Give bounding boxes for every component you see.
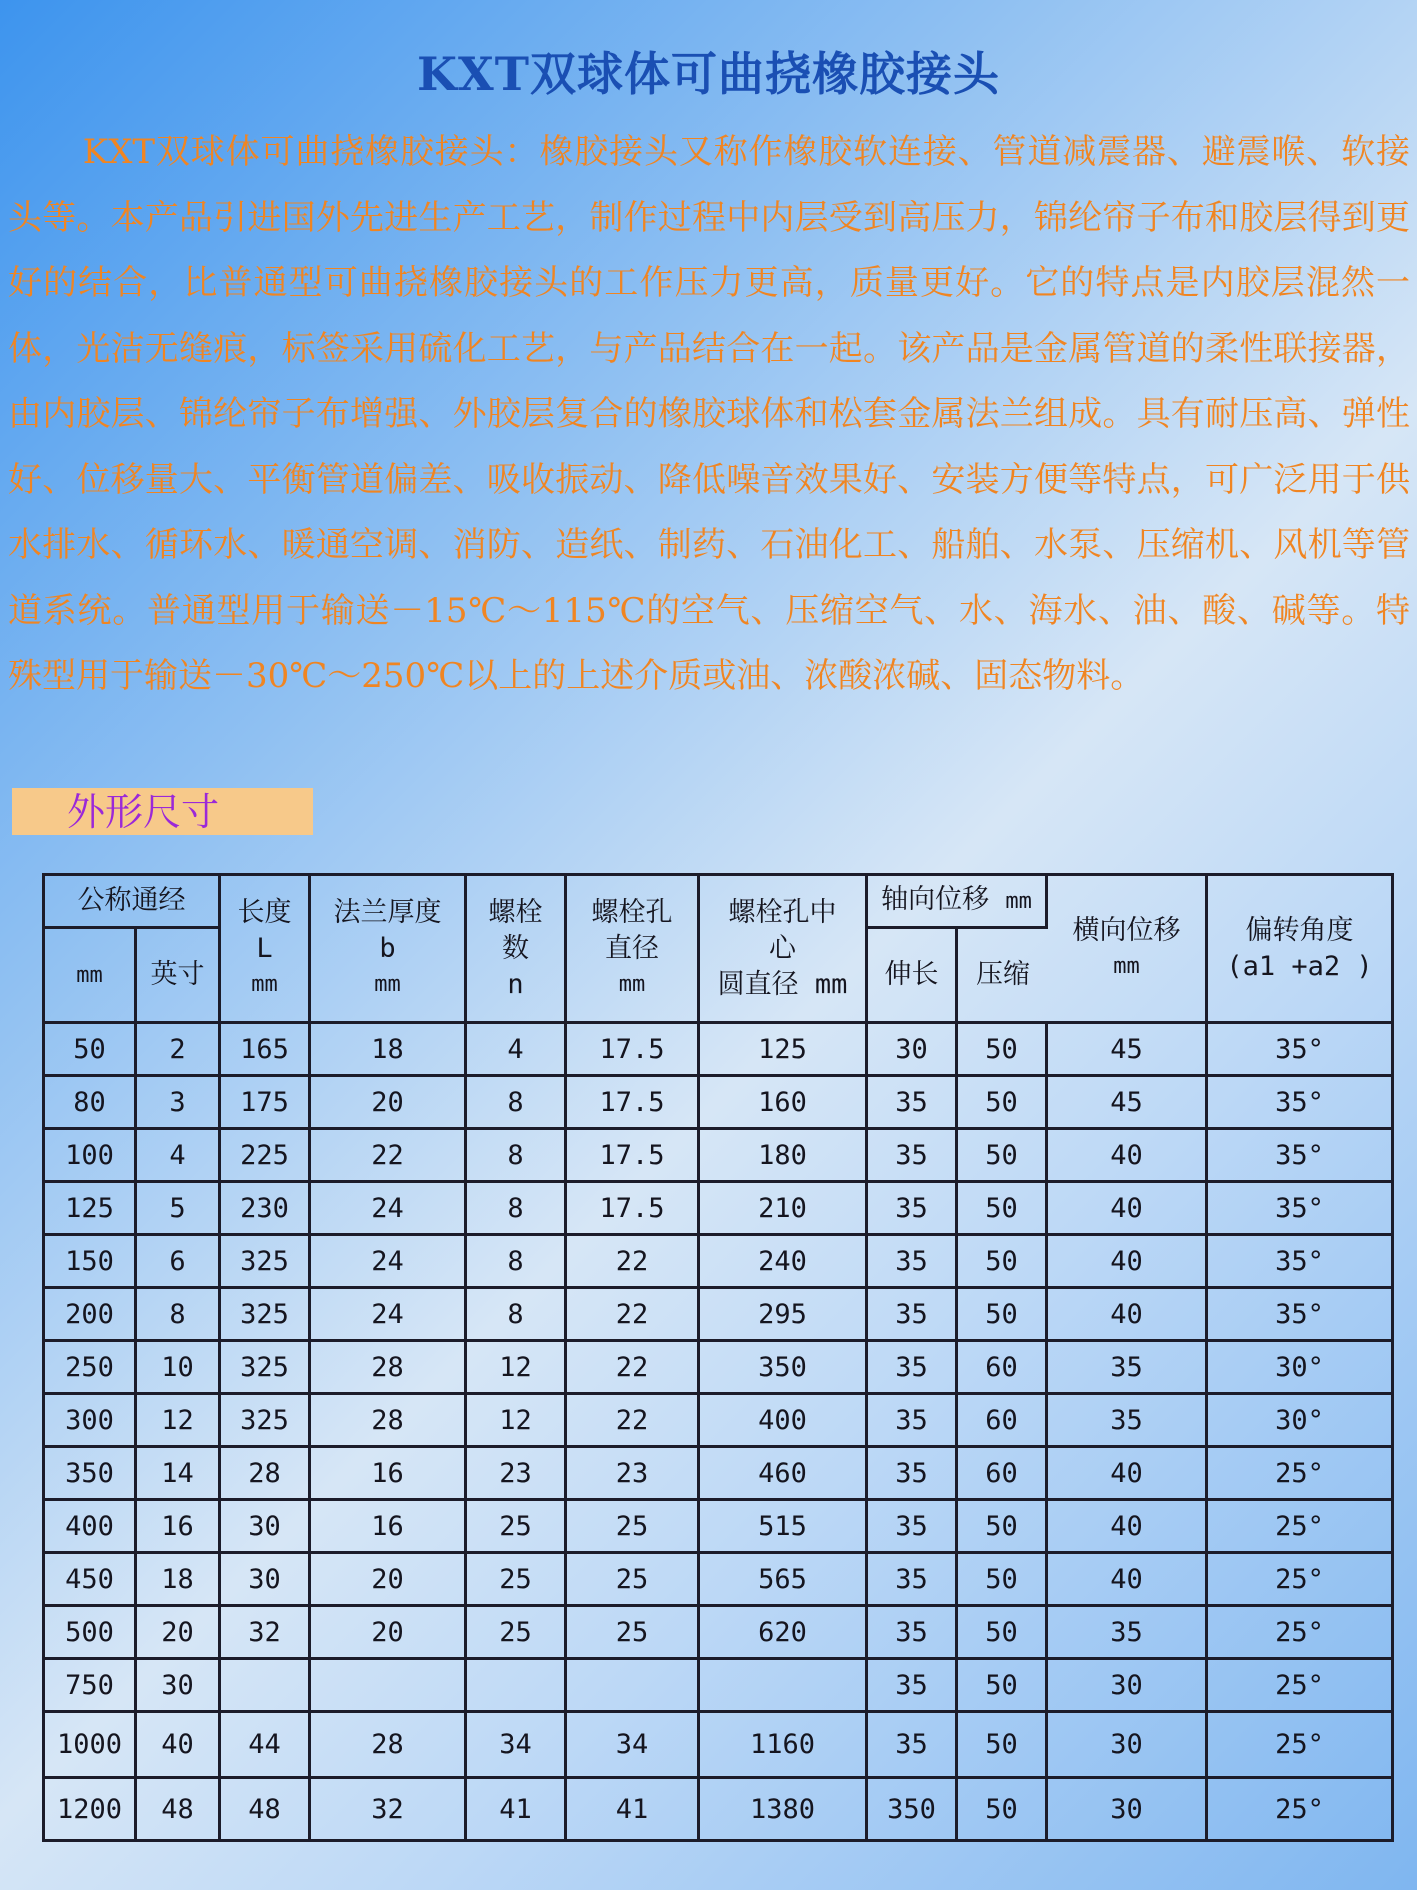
cell-compress: 60	[958, 1395, 1048, 1448]
cell-deflect: 25°	[1275, 1793, 1324, 1825]
cell-length: 325	[221, 1289, 311, 1342]
cell-bolt-count: 25	[467, 1554, 567, 1607]
cell-lateral: 40	[1048, 1289, 1208, 1342]
intro-paragraph: KXT双球体可曲挠橡胶接头：橡胶接头又称作橡胶软连接、管道减震器、避震喉、软接头等。本产品引进国外先进生产工艺，制作过程中内层受到高压力，锦纶帘子布和胶层得到更好的结合，比普通型可曲挠橡胶接头的工作压力更高，质量更好。它的特点是内胶层混然一体，光洁无缝痕，标签采用硫化工艺，与产品结合在一起。该产品是金属管道的柔性联接器，由内胶层、锦纶帘子布增强、外胶层复合的橡胶球体和松套金属法兰组成。具有耐压高、弹性好、位移量大、平衡管道偏差、吸收振动、降低噪音效果好、安装方便等特点，可广泛用于供水排水、循环水、暖通空调、消防、造纸、制药、石油化工、船舶、水泵、压缩机、风机等管道系统。普通型用于输送－15℃～115℃的空气、压缩空气、水、海水、油、酸、碱等。特殊型用于输送－30℃～250℃以上的上述介质或油、浓酸浓碱、固态物料。	[8, 132, 1410, 696]
cell-bolt-center: 350	[700, 1342, 868, 1395]
cell-nominal-inch: 5	[137, 1183, 221, 1236]
header-flange: 法兰厚度 b mm	[311, 876, 467, 1024]
cell-nominal-mm: 1200	[45, 1779, 137, 1839]
cell-bolt-center: 160	[700, 1077, 868, 1130]
cell-bolt-center: 565	[700, 1554, 868, 1607]
page-title: KXT双球体可曲挠橡胶接头	[417, 47, 1000, 101]
header-nominal-inch: 英寸	[137, 929, 221, 1024]
cell-bolt-center: 180	[700, 1130, 868, 1183]
header-bolt-hole: 螺栓孔 直径 mm	[567, 876, 700, 1024]
cell-length: 28	[221, 1448, 311, 1501]
cell-bolt-center: 400	[700, 1395, 868, 1448]
cell-nominal-inch: 12	[137, 1395, 221, 1448]
cell-nominal-inch: 10	[137, 1342, 221, 1395]
cell-flange: 32	[311, 1779, 467, 1839]
cell-bolt-center: 620	[700, 1607, 868, 1660]
table-row	[45, 1342, 1391, 1395]
cell-extend: 35	[868, 1236, 958, 1289]
cell-extend: 35	[868, 1448, 958, 1501]
cell-bolt-hole: 17.5	[567, 1183, 700, 1236]
cell-length: 325	[221, 1395, 311, 1448]
cell-compress: 50	[958, 1130, 1048, 1183]
cell-nominal-mm: 300	[45, 1395, 137, 1448]
cell-flange: 24	[311, 1289, 467, 1342]
cell-lateral: 45	[1048, 1024, 1208, 1077]
cell-deflect: 25°	[1208, 1607, 1391, 1660]
cell-lateral: 30	[1048, 1779, 1208, 1839]
cell-extend: 35	[868, 1077, 958, 1130]
cell-bolt-count	[467, 1660, 567, 1713]
cell-nominal-inch: 8	[137, 1289, 221, 1342]
cell-flange: 28	[311, 1342, 467, 1395]
cell-bolt-hole: 34	[567, 1713, 700, 1779]
cell-nominal-mm: 250	[45, 1342, 137, 1395]
cell-extend: 30	[868, 1024, 958, 1077]
cell-bolt-center: 295	[700, 1289, 868, 1342]
cell-deflect: 25°	[1208, 1554, 1391, 1607]
cell-deflect: 35°	[1208, 1130, 1391, 1183]
cell-flange: 28	[311, 1713, 467, 1779]
cell-bolt-hole	[567, 1660, 700, 1713]
cell-extend: 35	[868, 1130, 958, 1183]
cell-extend: 35	[868, 1501, 958, 1554]
cell-nominal-inch: 48	[137, 1779, 221, 1839]
cell-flange: 18	[311, 1024, 467, 1077]
cell-lateral: 35	[1048, 1342, 1208, 1395]
cell-bolt-count: 8	[467, 1236, 567, 1289]
cell-flange: 16	[311, 1501, 467, 1554]
cell-bolt-center	[700, 1660, 868, 1713]
cell-extend: 35	[868, 1342, 958, 1395]
cell-lateral: 35	[1048, 1607, 1208, 1660]
cell-length: 230	[221, 1183, 311, 1236]
cell-length: 225	[221, 1130, 311, 1183]
header-axial: 轴向位移 mm	[868, 876, 1048, 929]
cell-length	[221, 1660, 311, 1713]
cell-flange: 20	[311, 1607, 467, 1660]
cell-bolt-center: 515	[700, 1501, 868, 1554]
table-row	[45, 1501, 1391, 1554]
cell-compress: 50	[958, 1660, 1048, 1713]
cell-length: 30	[221, 1554, 311, 1607]
cell-bolt-hole: 22	[567, 1395, 700, 1448]
cell-flange: 16	[311, 1448, 467, 1501]
cell-compress: 50	[958, 1024, 1048, 1077]
cell-bolt-center: 1380	[700, 1779, 868, 1839]
cell-compress: 50	[958, 1236, 1048, 1289]
cell-bolt-center: 210	[700, 1183, 868, 1236]
cell-nominal-inch: 2	[137, 1024, 221, 1077]
cell-length: 325	[221, 1342, 311, 1395]
cell-bolt-center: 240	[700, 1236, 868, 1289]
cell-deflect: 25°	[1208, 1448, 1391, 1501]
cell-extend: 35	[868, 1289, 958, 1342]
cell-compress: 50	[958, 1501, 1048, 1554]
cell-deflect: 25°	[1208, 1660, 1391, 1713]
table-row	[45, 1779, 1391, 1839]
header-bolt-center: 螺栓孔中 心 圆直径 mm	[700, 876, 868, 1024]
cell-nominal-inch: 16	[137, 1501, 221, 1554]
cell-length: 165	[221, 1024, 311, 1077]
cell-flange: 28	[311, 1395, 467, 1448]
header-nominal-mm: mm	[45, 929, 137, 1024]
cell-bolt-hole: 41	[567, 1779, 700, 1839]
table-row	[45, 1289, 1391, 1342]
cell-bolt-count: 12	[467, 1342, 567, 1395]
cell-lateral: 45	[1048, 1077, 1208, 1130]
table-row	[45, 1077, 1391, 1130]
cell-deflect: 25°	[1208, 1501, 1391, 1554]
cell-lateral: 35	[1048, 1395, 1208, 1448]
cell-nominal-mm: 50	[45, 1024, 137, 1077]
cell-lateral: 40	[1048, 1501, 1208, 1554]
cell-bolt-hole: 22	[567, 1236, 700, 1289]
table-row	[45, 1660, 1391, 1713]
cell-nominal-mm: 500	[45, 1607, 137, 1660]
cell-extend: 35	[868, 1183, 958, 1236]
cell-compress: 50	[958, 1779, 1048, 1839]
cell-compress: 60	[958, 1448, 1048, 1501]
cell-bolt-center: 125	[700, 1024, 868, 1077]
cell-nominal-inch: 40	[137, 1713, 221, 1779]
section-heading-label: 外形尺寸	[67, 790, 220, 834]
cell-compress: 50	[958, 1713, 1048, 1779]
cell-compress: 50	[958, 1183, 1048, 1236]
cell-bolt-count: 23	[467, 1448, 567, 1501]
table-row	[45, 1713, 1391, 1779]
cell-lateral: 40	[1048, 1554, 1208, 1607]
header-bolt-count: 螺栓 数 n	[467, 876, 567, 1024]
cell-compress: 60	[958, 1342, 1048, 1395]
cell-deflect: 30°	[1208, 1395, 1391, 1448]
cell-flange: 22	[311, 1130, 467, 1183]
cell-bolt-hole: 17.5	[567, 1130, 700, 1183]
cell-extend: 35	[868, 1713, 958, 1779]
cell-bolt-count: 8	[467, 1289, 567, 1342]
cell-nominal-inch: 18	[137, 1554, 221, 1607]
cell-bolt-center: 460	[700, 1448, 868, 1501]
cell-deflect: 35°	[1208, 1024, 1391, 1077]
cell-nominal-mm: 100	[45, 1130, 137, 1183]
header-deflect: 偏转角度 (a1 +a2 )	[1208, 876, 1391, 1024]
cell-lateral: 30	[1048, 1713, 1208, 1779]
cell-bolt-hole: 25	[567, 1501, 700, 1554]
cell-nominal-mm: 350	[45, 1448, 137, 1501]
header-length: 长度 L mm	[221, 876, 311, 1024]
cell-bolt-count: 12	[467, 1395, 567, 1448]
cell-deflect: 35°	[1208, 1183, 1391, 1236]
cell-nominal-mm: 80	[45, 1077, 137, 1130]
cell-bolt-count: 41	[467, 1779, 567, 1839]
cell-bolt-count: 8	[467, 1183, 567, 1236]
header-nominal: 公称通经	[45, 876, 221, 929]
cell-deflect: 35°	[1208, 1289, 1391, 1342]
cell-nominal-mm: 450	[45, 1554, 137, 1607]
cell-flange	[311, 1660, 467, 1713]
cell-nominal-mm: 200	[45, 1289, 137, 1342]
cell-bolt-hole: 23	[567, 1448, 700, 1501]
table-row	[45, 1607, 1391, 1660]
table-row	[45, 1236, 1391, 1289]
cell-lateral: 40	[1048, 1236, 1208, 1289]
cell-bolt-hole: 17.5	[567, 1024, 700, 1077]
cell-bolt-count: 25	[467, 1501, 567, 1554]
cell-length: 325	[221, 1236, 311, 1289]
cell-bolt-count: 8	[467, 1077, 567, 1130]
cell-nominal-mm: 750	[45, 1660, 137, 1713]
cell-nominal-inch: 14	[137, 1448, 221, 1501]
cell-bolt-hole: 25	[567, 1554, 700, 1607]
cell-flange: 20	[311, 1077, 467, 1130]
cell-length: 30	[221, 1501, 311, 1554]
table-row	[45, 1448, 1391, 1501]
section-heading	[12, 788, 313, 835]
cell-flange: 20	[311, 1554, 467, 1607]
cell-bolt-count: 34	[467, 1713, 567, 1779]
table-row	[45, 1554, 1391, 1607]
cell-nominal-mm: 150	[45, 1236, 137, 1289]
cell-length: 48	[221, 1779, 311, 1839]
cell-nominal-inch: 4	[137, 1130, 221, 1183]
cell-compress: 50	[958, 1289, 1048, 1342]
table-row	[45, 1024, 1391, 1077]
cell-nominal-inch: 20	[137, 1607, 221, 1660]
cell-deflect: 25°	[1208, 1713, 1391, 1779]
cell-bolt-hole: 17.5	[567, 1077, 700, 1130]
cell-bolt-center: 1160	[700, 1713, 868, 1779]
cell-deflect: 35°	[1208, 1236, 1391, 1289]
cell-lateral: 40	[1048, 1448, 1208, 1501]
cell-lateral: 30	[1048, 1660, 1208, 1713]
cell-flange: 24	[311, 1183, 467, 1236]
cell-bolt-count: 25	[467, 1607, 567, 1660]
cell-bolt-count: 4	[467, 1024, 567, 1077]
cell-extend: 350	[868, 1779, 958, 1839]
cell-length: 175	[221, 1077, 311, 1130]
table-row	[45, 1130, 1391, 1183]
spec-table	[42, 873, 1394, 1842]
header-lateral: 横向位移 mm	[1048, 876, 1208, 1024]
cell-length: 44	[221, 1713, 311, 1779]
cell-extend: 35	[868, 1660, 958, 1713]
table-row	[45, 1395, 1391, 1448]
cell-compress: 50	[958, 1554, 1048, 1607]
cell-bolt-hole: 22	[567, 1342, 700, 1395]
header-extend: 伸长	[868, 929, 958, 1024]
cell-nominal-inch: 6	[137, 1236, 221, 1289]
cell-compress: 50	[958, 1607, 1048, 1660]
cell-nominal-inch: 3	[137, 1077, 221, 1130]
cell-length: 32	[221, 1607, 311, 1660]
cell-flange: 24	[311, 1236, 467, 1289]
header-compress: 压缩	[958, 929, 1048, 1024]
cell-bolt-hole: 25	[567, 1607, 700, 1660]
cell-nominal-inch: 30	[137, 1660, 221, 1713]
cell-extend: 35	[868, 1395, 958, 1448]
cell-deflect: 30°	[1208, 1342, 1391, 1395]
cell-deflect: 35°	[1208, 1077, 1391, 1130]
cell-lateral: 40	[1048, 1130, 1208, 1183]
cell-nominal-mm: 125	[45, 1183, 137, 1236]
table-row	[45, 1183, 1391, 1236]
cell-bolt-hole: 22	[567, 1289, 700, 1342]
cell-extend: 35	[868, 1554, 958, 1607]
cell-extend: 35	[868, 1607, 958, 1660]
cell-nominal-mm: 1000	[45, 1713, 137, 1779]
cell-bolt-count: 8	[467, 1130, 567, 1183]
cell-lateral: 40	[1048, 1183, 1208, 1236]
table-header-row	[45, 876, 1391, 929]
cell-nominal-mm: 400	[45, 1501, 137, 1554]
cell-compress: 50	[958, 1077, 1048, 1130]
